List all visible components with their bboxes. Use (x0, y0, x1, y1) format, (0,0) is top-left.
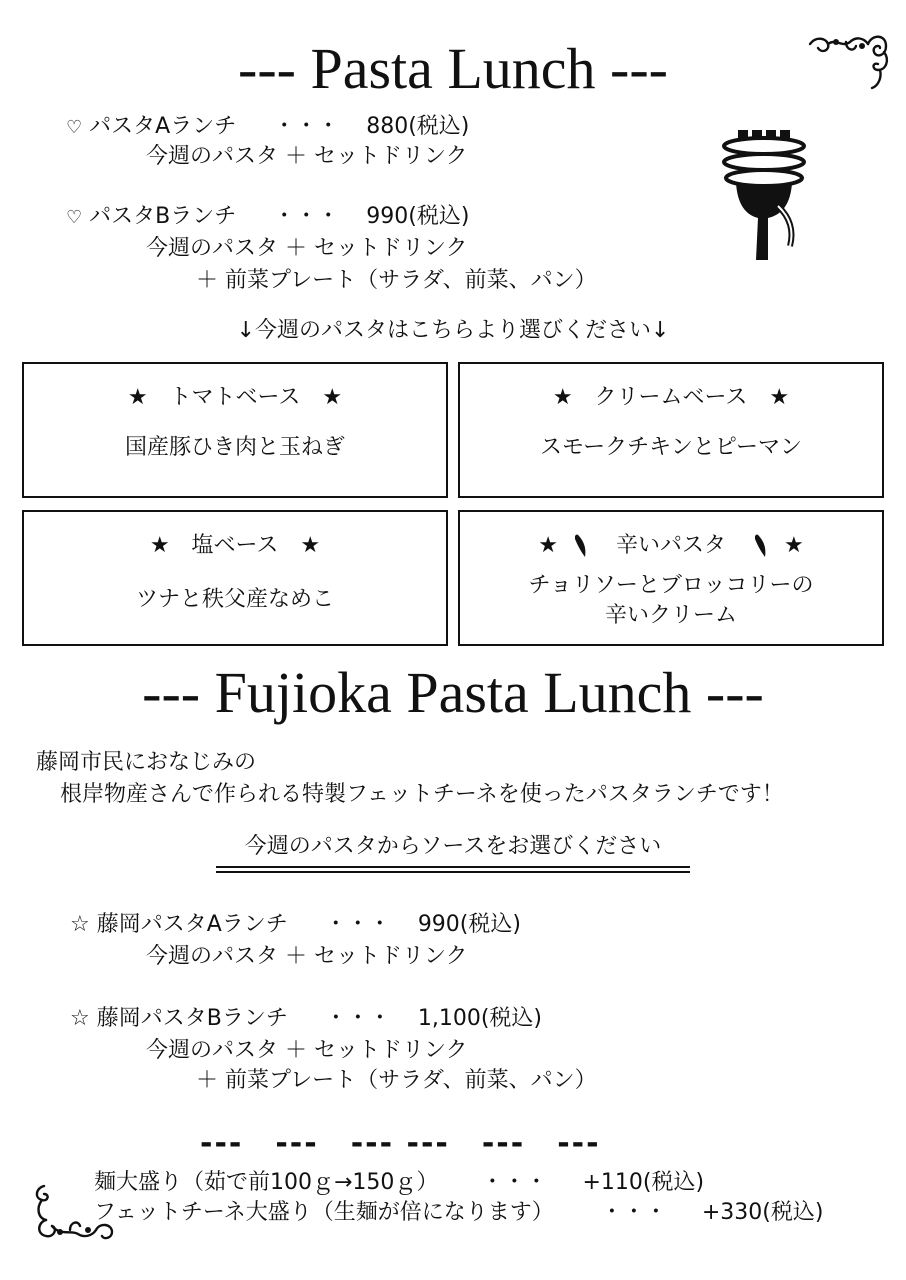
extra-row (94, 1202, 823, 1224)
box-body: 国産豚ひき肉と玉ねぎ (124, 435, 345, 460)
item-desc: 今週のパスタ ＋ セットドリンク (146, 1038, 468, 1063)
item-price: 990(税込) (366, 204, 470, 229)
fujioka-a-lunch-row (70, 914, 521, 936)
box-body-2: 辛いクリーム (604, 603, 737, 628)
extra-row (94, 1172, 704, 1194)
heart-icon: ♡ (66, 207, 83, 228)
box-heading: ★ 塩ベース ★ (149, 533, 321, 558)
sauce-box-tomato (22, 362, 448, 498)
star-outline-icon: ☆ (70, 912, 90, 937)
intro-line-2: 根岸物産さんで作られる特製フェットチーネを使ったパスタランチです！ (60, 782, 784, 807)
pasta-a-lunch-row (66, 116, 469, 138)
item-name: 藤岡パスタBランチ (96, 1006, 288, 1031)
item-name: 藤岡パスタAランチ (96, 912, 288, 937)
star-outline-icon: ☆ (70, 1006, 90, 1031)
box-body: チョリソーとブロッコリーの (528, 573, 814, 598)
item-desc-2: ＋ 前菜プレート（サラダ、前菜、パン） (196, 268, 597, 293)
extra-price: +330(税込) (701, 1200, 824, 1225)
dash-divider: --- --- --- --- --- --- (200, 1126, 601, 1161)
item-desc: 今週のパスタ ＋ セットドリンク (146, 236, 468, 261)
chili-pepper-icon (571, 533, 591, 559)
fujioka-b-lunch-row (70, 1008, 542, 1030)
item-dots: ・・・ (324, 1006, 391, 1031)
box-body: ツナと秩父産なめこ (135, 587, 334, 612)
choose-pasta-note: ↓今週のパスタはこちらより選びください↓ (236, 318, 670, 343)
item-dots: ・・・ (324, 912, 391, 937)
extra-dots: ・・・ (481, 1170, 548, 1195)
fork-with-pasta-icon (718, 128, 808, 263)
item-price: 990(税込) (417, 912, 521, 937)
extra-name: 麺大盛り（茹で前100ｇ→150ｇ） (94, 1170, 439, 1195)
swirl-ornament-icon (30, 1180, 116, 1244)
intro-line-1: 藤岡市民におなじみの (36, 750, 257, 775)
extra-dots: ・・・ (600, 1200, 667, 1225)
sauce-box-salt (22, 510, 448, 646)
fujioka-pasta-lunch-title: --- Fujioka Pasta Lunch --- (142, 660, 764, 725)
sauce-box-spicy (458, 510, 884, 646)
item-desc: 今週のパスタ ＋ セットドリンク (146, 144, 468, 169)
sauce-box-cream (458, 362, 884, 498)
choose-sauce-note: 今週のパスタからソースをお選びください (244, 834, 662, 859)
pasta-lunch-title: --- Pasta Lunch --- (238, 36, 668, 101)
item-price: 1,100(税込) (417, 1006, 542, 1031)
extra-name: フェットチーネ大盛り（生麺が倍になります） (94, 1200, 554, 1225)
pasta-b-lunch-row (66, 206, 469, 228)
double-underline (216, 866, 690, 873)
box-heading: ★ 辛いパスタ ★ (538, 533, 804, 558)
chili-pepper-icon (751, 533, 771, 559)
item-name: パスタAランチ (89, 114, 237, 139)
item-desc-2: ＋ 前菜プレート（サラダ、前菜、パン） (196, 1068, 597, 1093)
item-price: 880(税込) (366, 114, 470, 139)
item-name: パスタBランチ (89, 204, 237, 229)
item-dots: ・・・ (273, 204, 340, 229)
box-heading: ★ トマトベース ★ (127, 385, 343, 410)
heart-icon: ♡ (66, 117, 83, 138)
extra-price: +110(税込) (582, 1170, 705, 1195)
item-dots: ・・・ (273, 114, 340, 139)
box-body: スモークチキンとピーマン (539, 435, 803, 460)
item-desc: 今週のパスタ ＋ セットドリンク (146, 944, 468, 969)
box-heading: ★ クリームベース ★ (552, 385, 790, 410)
